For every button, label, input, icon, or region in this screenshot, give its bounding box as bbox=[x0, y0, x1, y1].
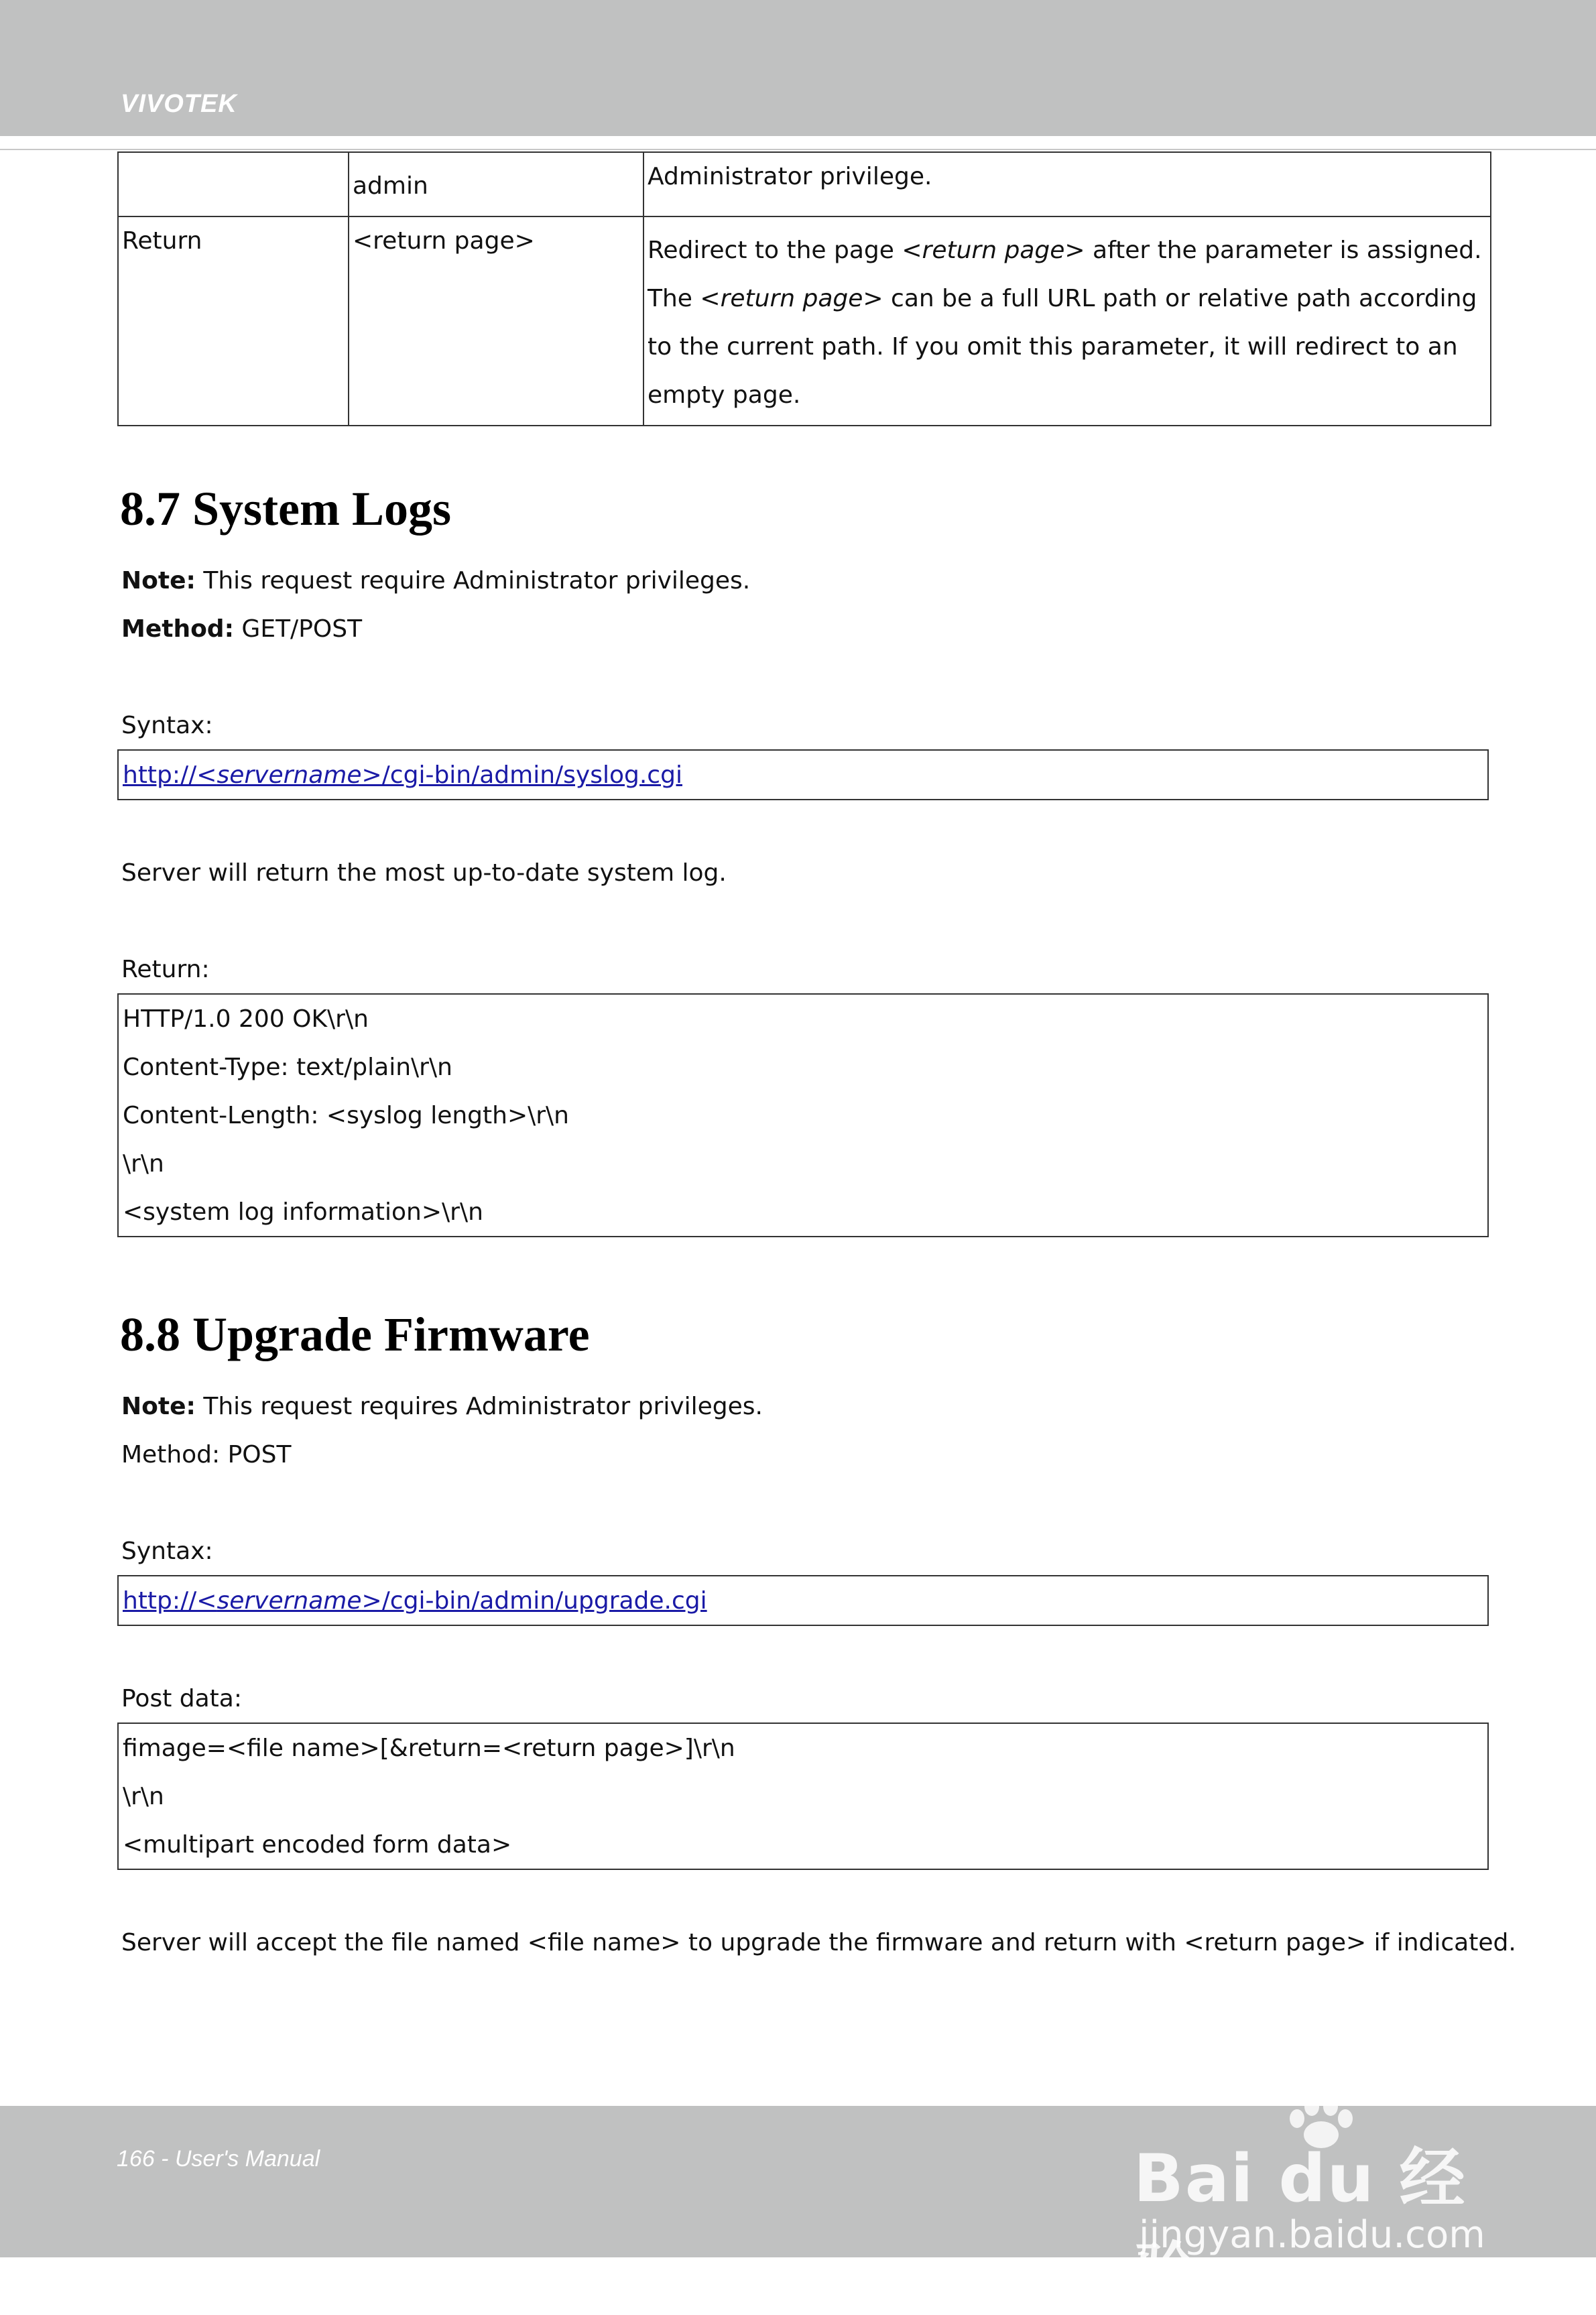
note-text: This request requires Administrator privileges. bbox=[195, 1393, 763, 1420]
note-line bbox=[121, 1393, 763, 1420]
post-data-line: <multipart encoded form data> bbox=[123, 1831, 512, 1859]
table-cell: Administrator privilege. bbox=[643, 152, 1491, 216]
url-server: servername bbox=[217, 1587, 362, 1615]
note-text: This request require Administrator privileges. bbox=[195, 567, 751, 595]
syntax-box bbox=[117, 749, 1489, 800]
upgrade-url-link[interactable] bbox=[123, 1587, 707, 1615]
url-suffix: >/cgi-bin/admin/syslog.cgi bbox=[361, 761, 682, 789]
table-row bbox=[118, 152, 1491, 216]
url-prefix: http://< bbox=[123, 761, 217, 789]
text-run-italic: <return page> bbox=[700, 285, 883, 312]
header-divider bbox=[0, 149, 1596, 150]
syntax-box bbox=[117, 1575, 1489, 1626]
method-line: Method: POST bbox=[121, 1441, 292, 1468]
table-cell bbox=[118, 152, 349, 216]
table-cell: <return page> bbox=[349, 216, 643, 426]
method-label: Method: bbox=[121, 615, 234, 643]
return-line: Content-Type: text/plain\r\n bbox=[123, 1054, 452, 1081]
method-line bbox=[121, 615, 362, 643]
note-label: Note: bbox=[121, 567, 196, 595]
brand-logo: VIVOTEK bbox=[121, 90, 237, 118]
text-run: can be a full URL path or relative path according to the current path. If you omit this parameter, it will redirect to an empty page. bbox=[648, 285, 1477, 409]
parameter-table bbox=[117, 151, 1491, 426]
text-run-italic: <return page> bbox=[902, 237, 1085, 264]
section-title-system-logs: 8.7 System Logs bbox=[120, 482, 452, 536]
table-row bbox=[118, 216, 1491, 426]
post-data-line: \r\n bbox=[123, 1783, 164, 1810]
return-description-cell bbox=[643, 216, 1491, 426]
section-title-upgrade-firmware: 8.8 Upgrade Firmware bbox=[120, 1308, 590, 1361]
post-data-label: Post data: bbox=[121, 1685, 242, 1712]
text-run: after the parameter is assigned. The bbox=[648, 237, 1482, 312]
table-cell: admin bbox=[349, 152, 643, 216]
page-number-label: 166 - User's Manual bbox=[117, 2146, 320, 2172]
post-data-box bbox=[117, 1723, 1489, 1870]
watermark-logo: Bai du 经验 bbox=[1133, 2141, 1467, 2312]
url-server: servername bbox=[217, 761, 362, 789]
page-footer bbox=[0, 2106, 1596, 2312]
return-line: HTTP/1.0 200 OK\r\n bbox=[123, 1005, 369, 1033]
note-line bbox=[121, 567, 750, 595]
return-line: Content-Length: <syslog length>\r\n bbox=[123, 1102, 569, 1129]
url-suffix: >/cgi-bin/admin/upgrade.cgi bbox=[361, 1587, 707, 1615]
return-line: \r\n bbox=[123, 1150, 164, 1178]
syslog-url-link[interactable] bbox=[123, 761, 682, 789]
syntax-label: Syntax: bbox=[121, 712, 213, 739]
syslog-description: Server will return the most up-to-date system log. bbox=[121, 859, 727, 887]
return-line: <system log information>\r\n bbox=[123, 1198, 483, 1226]
watermark-site: jingyan.baidu.com bbox=[1139, 2213, 1485, 2257]
page-header bbox=[0, 0, 1596, 136]
post-data-line: fimage=<file name>[&return=<return page>]\r\n bbox=[123, 1735, 735, 1762]
syntax-label: Syntax: bbox=[121, 1538, 213, 1565]
return-label: Return: bbox=[121, 956, 210, 983]
method-text: GET/POST bbox=[233, 615, 363, 643]
text-run: Redirect to the page bbox=[648, 237, 902, 264]
baidu-watermark bbox=[1133, 2126, 1495, 2312]
return-box bbox=[117, 993, 1489, 1237]
note-label: Note: bbox=[121, 1393, 196, 1420]
firmware-description: Server will accept the file named <file name> to upgrade the firmware and return with <return page> if indicated. bbox=[121, 1929, 1516, 1956]
url-prefix: http://< bbox=[123, 1587, 217, 1615]
table-cell: Return bbox=[118, 216, 349, 426]
